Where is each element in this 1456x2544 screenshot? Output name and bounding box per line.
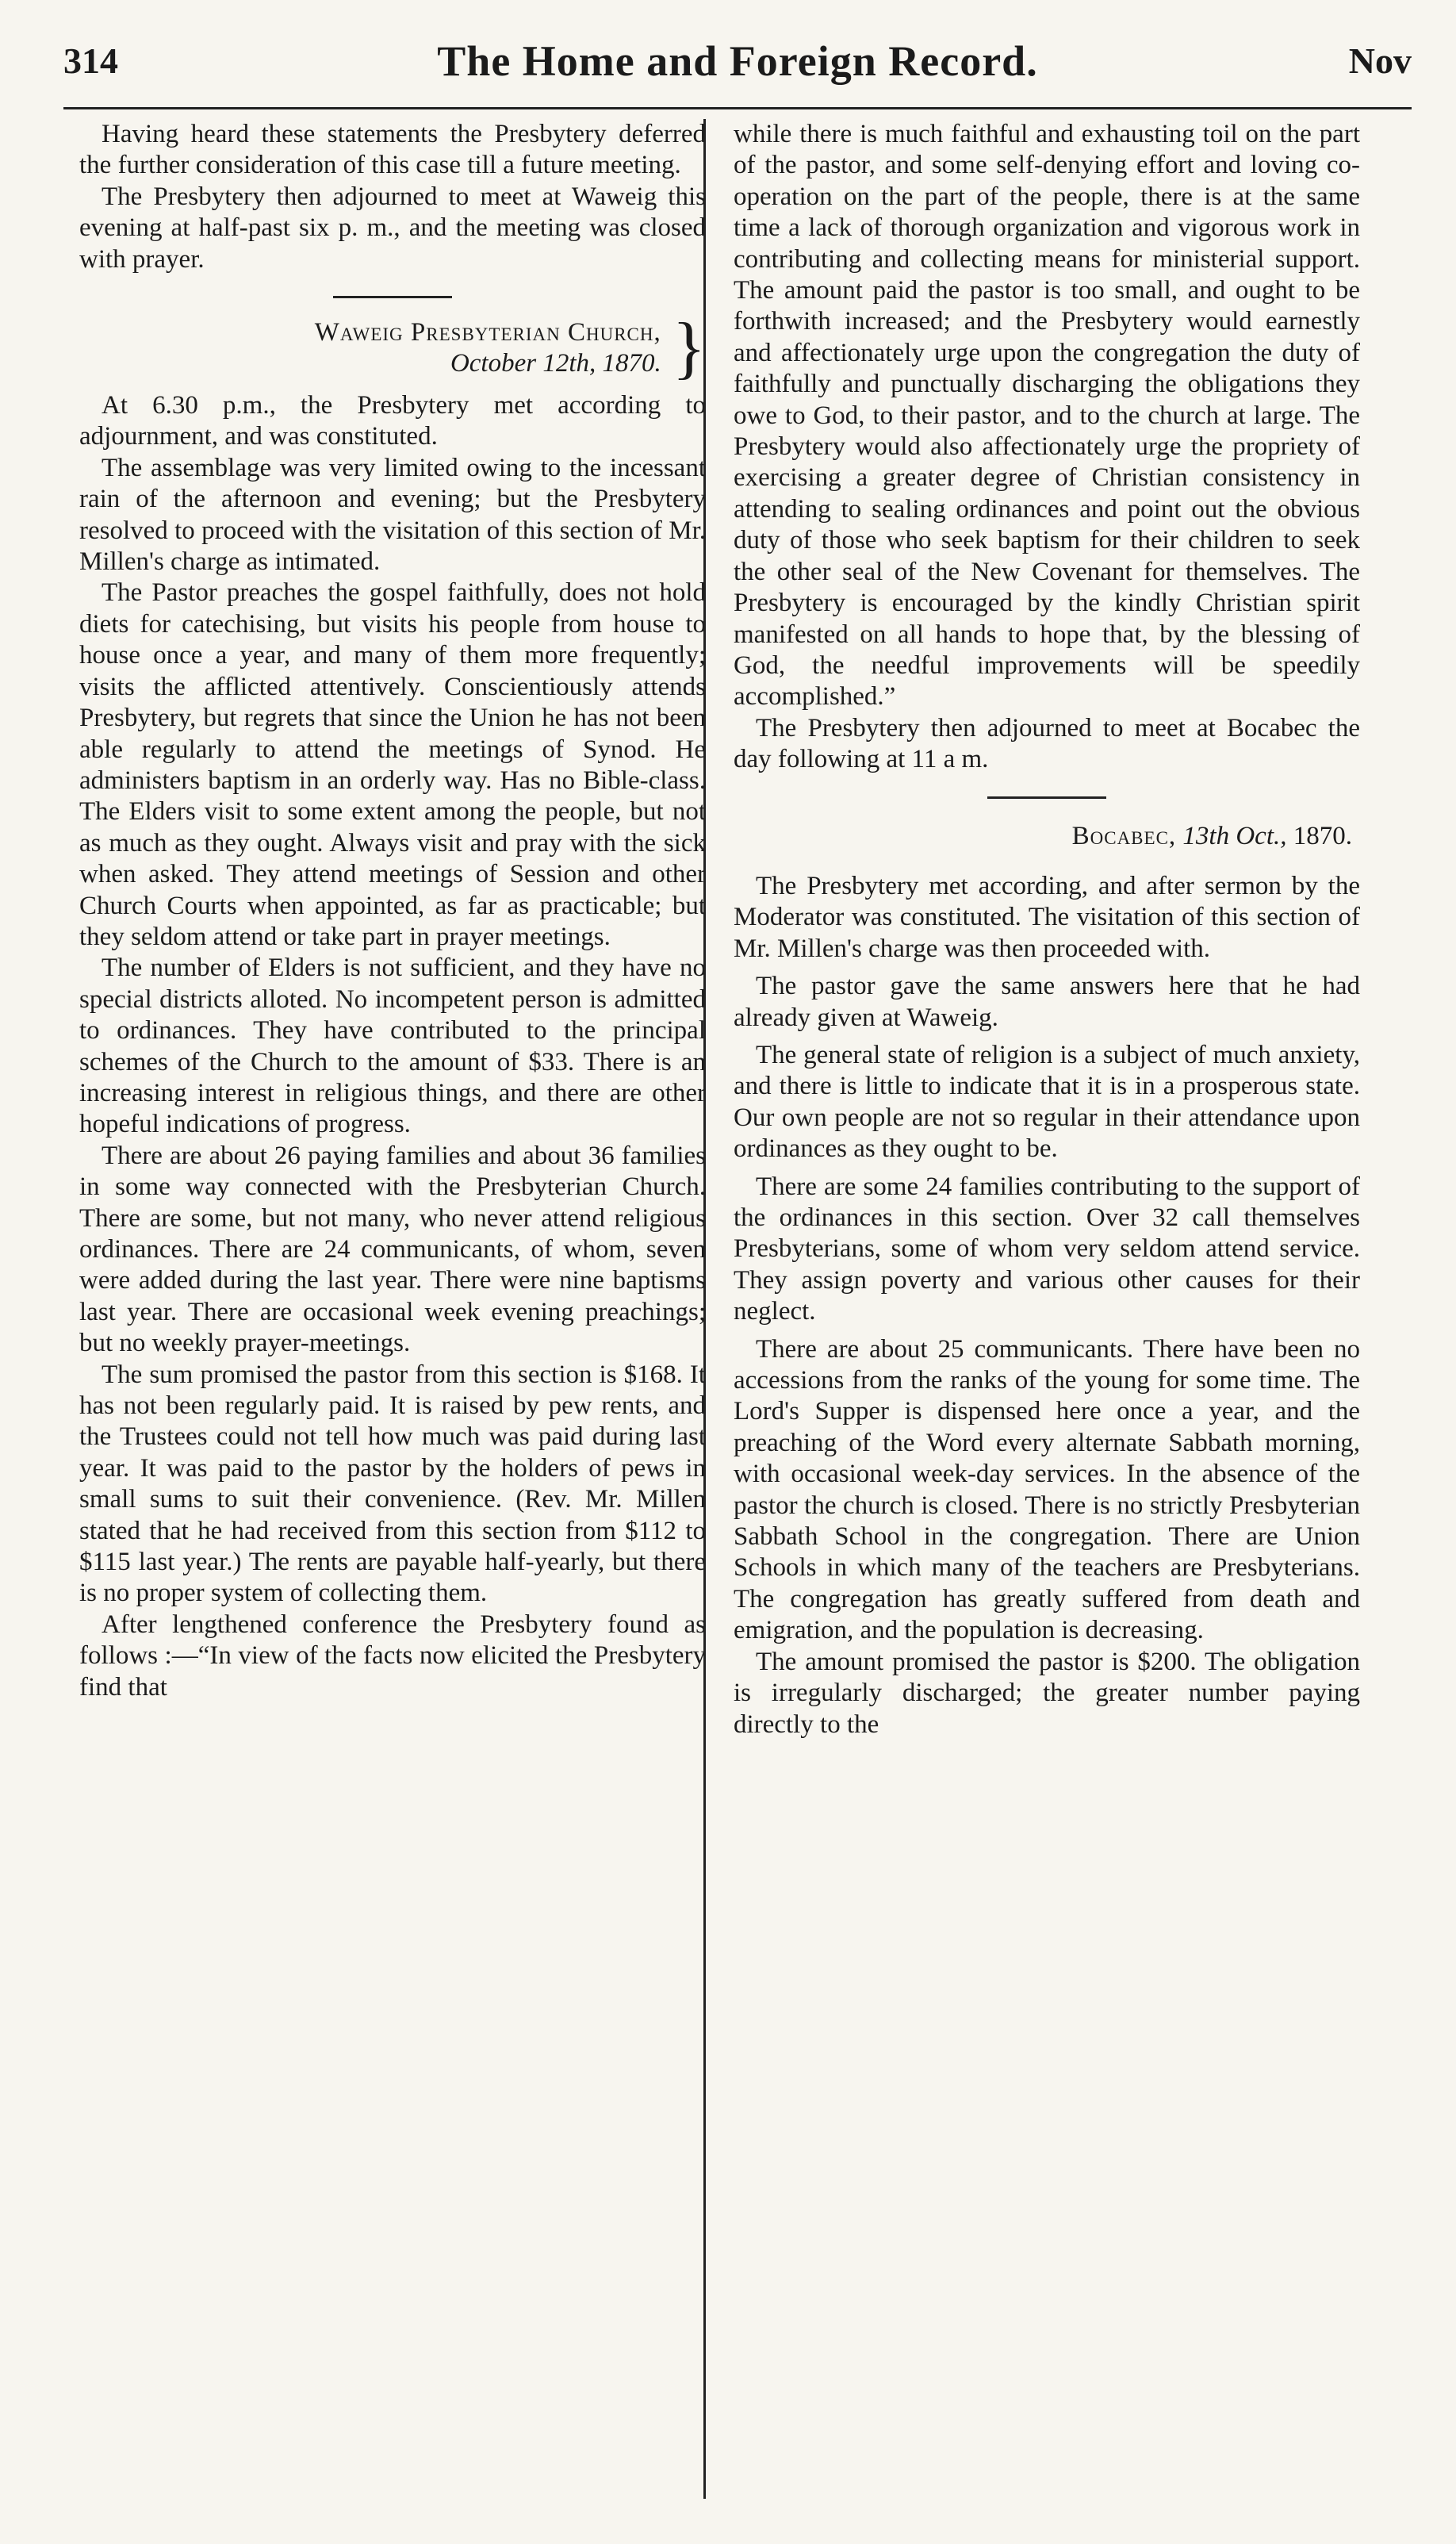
column-divider bbox=[703, 119, 706, 2499]
heading-year: 1870. bbox=[1293, 821, 1352, 850]
section-heading-bocabec bbox=[734, 821, 1352, 852]
header-rule bbox=[63, 107, 1412, 109]
paragraph: There are some 24 families contributing to the support of the ordinances in this section. Over 32 call themselves Presbyterians, some of whom very seldom attend service. They assign poverty and various other causes for their neglect. bbox=[734, 1172, 1360, 1326]
header-month: Nov bbox=[1348, 40, 1412, 81]
paragraph: After lengthened conference the Presbytery found as follows :—“In view of the facts now elicited the Presbytery find that bbox=[79, 1610, 706, 1702]
paragraph: The Presbytery met according, and after sermon by the Moderator was constituted. The visitation of this section of Mr. Millen's charge was then proceeded with. bbox=[734, 871, 1360, 963]
paragraph: The number of Elders is not sufficient, and they have no special districts alloted. No incompetent person is admitted to ordinances. They have contributed to the principal schemes of the Church to the amount of $33. There is an increasing interest in religious things, and there are other hopeful indications of progress. bbox=[79, 954, 706, 1139]
section-heading-waweig bbox=[79, 309, 706, 387]
paragraph: The general state of religion is a subject of much anxiety, and there is little to indicate that it is in a prosperous state. Our own people are not so regular in their attendance upon ordinances as they ought to be. bbox=[734, 1040, 1360, 1164]
paragraph: There are about 26 paying families and about 36 families in some way connected with the Presbyterian Church. There are some, but not many, who never attend religious ordinances. There are 24 communicants, of whom, seven were added during the last year. There were nine baptisms last year. There are occasional week evening preachings; but no weekly prayer-meetings. bbox=[79, 1141, 706, 1358]
right-column bbox=[734, 119, 1360, 1740]
paragraph: Having heard these statements the Presbytery deferred the further consideration of this case till a future meeting. bbox=[79, 120, 706, 180]
paragraph: The amount promised the pastor is $200. The obligation is irregularly discharged; the greater number paying directly to the bbox=[734, 1647, 1360, 1739]
paragraph: The Presbytery then adjourned to meet at Waweig this evening at half-past six p. m., and the meeting was closed with prayer. bbox=[79, 182, 706, 274]
paragraph: At 6.30 p.m., the Presbytery met according to adjournment, and was constituted. bbox=[79, 391, 706, 451]
paragraph: The Pastor preaches the gospel faithfully, does not hold diets for catechising, but visits his people from house to house once a year, and many of them more frequently; visits the afflicted attentively. Conscientiously attends Presbytery, but regrets that since the Union he has not been able regularly to attend the meetings of Synod. He administers baptism in an orderly way. Has no Bible-class. The Elders visit to some extent among the people, but not as much as they ought. Always visit and pray with the sick when asked. They attend meetings of Session and other Church Courts when appointed, as far as practicable; but they seldom attend or take part in prayer meetings. bbox=[79, 578, 706, 951]
page-header bbox=[63, 32, 1412, 103]
paragraph: The Presbytery then adjourned to meet at Bocabec the day following at 11 a m. bbox=[734, 713, 1360, 774]
left-column bbox=[79, 119, 706, 1703]
heading-date: October 12th, 1870. bbox=[450, 349, 661, 378]
page-number: 314 bbox=[63, 40, 118, 81]
paragraph: The assemblage was very limited owing to the incessant rain of the afternoon and evening; but the Presbytery resolved to proceed with the visitation of this section of Mr. Millen's charge as intimated. bbox=[79, 453, 706, 577]
section-divider bbox=[333, 296, 452, 298]
paragraph: The pastor gave the same answers here that he had already given at Waweig. bbox=[734, 972, 1360, 1032]
heading-church: Waweig Presbyterian Church, bbox=[314, 318, 661, 347]
paragraph: There are about 25 communicants. There have been no accessions from the ranks of the young for some time. The Lord's Supper is dispensed here once a year, and the preaching of the Word every alternate Sabbath morning, with occasional week-day services. In the absence of the pastor the church is closed. There is no strictly Presbyterian Sabbath School in the congregation. There are Union Schools in which many of the teachers are Presbyterians. The congregation has greatly suffered from death and emigration, and the population is decreasing. bbox=[734, 1334, 1360, 1645]
heading-place: Bocabec, bbox=[1071, 821, 1177, 850]
brace-glyph: } bbox=[672, 309, 706, 387]
heading-date: 13th Oct., bbox=[1182, 821, 1287, 850]
running-title: The Home and Foreign Record. bbox=[437, 37, 1038, 85]
paragraph: The sum promised the pastor from this section is $168. It has not been regularly paid. It is raised by pew rents, and the Trustees could not tell how much was paid during last year. It was paid to the pastor by the holders of pews in small sums to suit their convenience. (Rev. Mr. Millen stated that he had received from this section from $112 to $115 last year.) The rents are payable half-yearly, but there is no proper system of collecting them. bbox=[79, 1360, 706, 1608]
section-divider bbox=[987, 796, 1106, 799]
paragraph: while there is much faithful and exhausting toil on the part of the pastor, and some self-denying effort and loving co-operation on the part of the people, there is at the same time a lack of thorough organization and vigorous work in contributing and collecting means for ministerial support. The amount paid the pastor is too small, and ought to be forthwith increased; and the Presbytery would earnestly and affectionately urge upon the congregation the duty of faithfully and punctually discharging the obligations they owe to God, to their pastor, and to the church at large. The Presbytery would also affectionately urge the propriety of exercising a greater degree of Christian consistency in attending to sealing ordinances and point out the obvious duty of those who seek baptism for their children to seek the other seal of the New Covenant for themselves. The Presbytery is encouraged by the kindly Christian spirit manifested on all hands to hope that, by the blessing of God, the needful improvements will be speedily accomplished.” bbox=[734, 120, 1360, 712]
